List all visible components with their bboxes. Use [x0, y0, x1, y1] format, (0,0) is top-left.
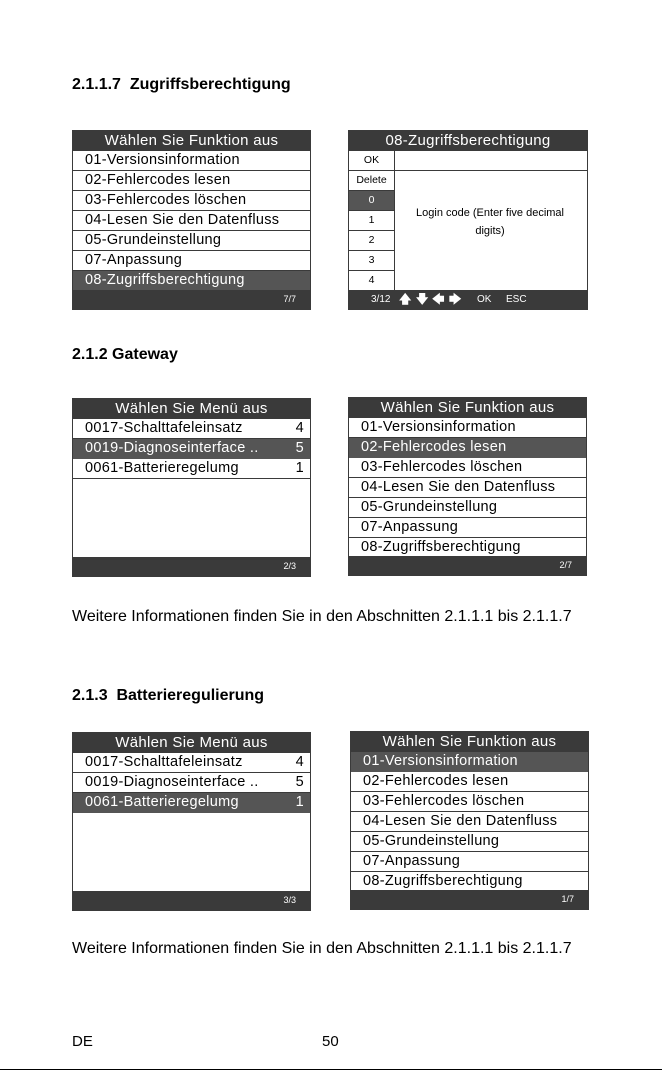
menu-item-datenfluss[interactable]: 04-Lesen Sie den Datenfluss [349, 478, 586, 498]
screen-title: Wählen Sie Funktion aus [349, 398, 586, 418]
menu-item-fehlercodes-loeschen[interactable]: 03-Fehlercodes löschen [351, 792, 588, 812]
menu-item-schalttafeleinsatz[interactable]: 0017-Schalttafeleinsatz 4 [73, 419, 310, 439]
menu-item-versionsinformation[interactable]: 01-Versionsinformation [73, 151, 310, 171]
menu-item-datenfluss[interactable]: 04-Lesen Sie den Datenfluss [73, 211, 310, 231]
menu-item-anpassung[interactable]: 07-Anpassung [351, 852, 588, 872]
section-heading-gateway: 2.1.2 Gateway [72, 346, 178, 363]
page-indicator: 2/3 [73, 557, 310, 576]
menu-item-fehlercodes-lesen[interactable]: 02-Fehlercodes lesen [73, 171, 310, 191]
menu-item-grundeinstellung[interactable]: 05-Grundeinstellung [351, 832, 588, 852]
menu-item-zugriffsberechtigung[interactable]: 08-Zugriffsberechtigung [73, 271, 310, 291]
language-label: DE [72, 1033, 93, 1050]
page-indicator: 2/7 [349, 556, 586, 575]
arrow-up-icon[interactable]: 🡅 [399, 292, 412, 306]
menu-item-fehlercodes-lesen[interactable]: 02-Fehlercodes lesen [351, 772, 588, 792]
key-0[interactable]: 0 [349, 191, 395, 211]
key-2[interactable]: 2 [349, 231, 395, 251]
menu-item-diagnoseinterface[interactable]: 0019-Diagnoseinterface .. 5 [73, 773, 310, 793]
reference-note: Weitere Informationen finden Sie in den Abschnitten 2.1.1.1 bis 2.1.1.7 [72, 608, 572, 625]
arrow-down-icon[interactable]: 🡇 [416, 292, 429, 306]
key-4[interactable]: 4 [349, 271, 395, 291]
reference-note: Weitere Informationen finden Sie in den Abschnitten 2.1.1.1 bis 2.1.1.7 [72, 940, 572, 957]
screen-title: Wählen Sie Menü aus [73, 733, 310, 753]
screen-login-code [348, 130, 588, 310]
arrow-right-icon[interactable]: 🡆 [449, 292, 462, 306]
menu-item-diagnoseinterface[interactable]: 0019-Diagnoseinterface .. 5 [73, 439, 310, 459]
login-code-input[interactable] [395, 151, 587, 171]
arrow-left-icon[interactable]: 🡄 [432, 292, 445, 306]
menu-item-versionsinformation[interactable]: 01-Versionsinformation [349, 418, 586, 438]
screen-function-select-a [72, 130, 311, 310]
screen-title: Wählen Sie Funktion aus [351, 732, 588, 752]
screen-title: Wählen Sie Funktion aus [73, 131, 310, 151]
menu-item-versionsinformation[interactable]: 01-Versionsinformation [351, 752, 588, 772]
menu-item-zugriffsberechtigung[interactable]: 08-Zugriffsberechtigung [351, 872, 588, 892]
key-delete[interactable]: Delete [349, 171, 395, 191]
login-footer [349, 290, 587, 309]
screen-menu-select-c [72, 398, 311, 577]
menu-item-grundeinstellung[interactable]: 05-Grundeinstellung [73, 231, 310, 251]
ok-button[interactable]: OK [477, 294, 492, 305]
screen-title: 08-Zugriffsberechtigung [349, 131, 587, 151]
menu-item-fehlercodes-lesen[interactable]: 02-Fehlercodes lesen [349, 438, 586, 458]
esc-button[interactable]: ESC [506, 294, 527, 305]
screen-function-select-f [350, 731, 589, 910]
menu-item-batterieregelumg[interactable]: 0061-Batterieregelumg 1 [73, 793, 310, 813]
bottom-rule [0, 1069, 662, 1070]
section-heading-batterieregulierung: 2.1.3 Batterieregulierung [72, 687, 265, 704]
page-indicator: 3/12 [371, 294, 391, 305]
key-ok[interactable]: OK [349, 151, 395, 171]
keypad [349, 151, 395, 291]
login-instruction: Login code (Enter five decimal digits) [416, 207, 564, 237]
page-indicator: 1/7 [351, 890, 588, 909]
page-number: 50 [322, 1033, 339, 1050]
menu-item-batterieregelumg[interactable]: 0061-Batterieregelumg 1 [73, 459, 310, 479]
menu-item-fehlercodes-loeschen[interactable]: 03-Fehlercodes löschen [73, 191, 310, 211]
key-1[interactable]: 1 [349, 211, 395, 231]
page-indicator: 7/7 [73, 290, 310, 309]
menu-item-schalttafeleinsatz[interactable]: 0017-Schalttafeleinsatz 4 [73, 753, 310, 773]
menu-item-datenfluss[interactable]: 04-Lesen Sie den Datenfluss [351, 812, 588, 832]
menu-item-fehlercodes-loeschen[interactable]: 03-Fehlercodes löschen [349, 458, 586, 478]
screen-function-select-d [348, 397, 587, 576]
menu-item-anpassung[interactable]: 07-Anpassung [349, 518, 586, 538]
menu-item-zugriffsberechtigung[interactable]: 08-Zugriffsberechtigung [349, 538, 586, 558]
section-heading-zugriffsberechtigung: 2.1.1.7 Zugriffsberechtigung [72, 76, 291, 93]
screen-title: Wählen Sie Menü aus [73, 399, 310, 419]
screen-menu-select-e [72, 732, 311, 911]
page-indicator: 3/3 [73, 891, 310, 910]
key-3[interactable]: 3 [349, 251, 395, 271]
menu-item-grundeinstellung[interactable]: 05-Grundeinstellung [349, 498, 586, 518]
menu-item-anpassung[interactable]: 07-Anpassung [73, 251, 310, 271]
